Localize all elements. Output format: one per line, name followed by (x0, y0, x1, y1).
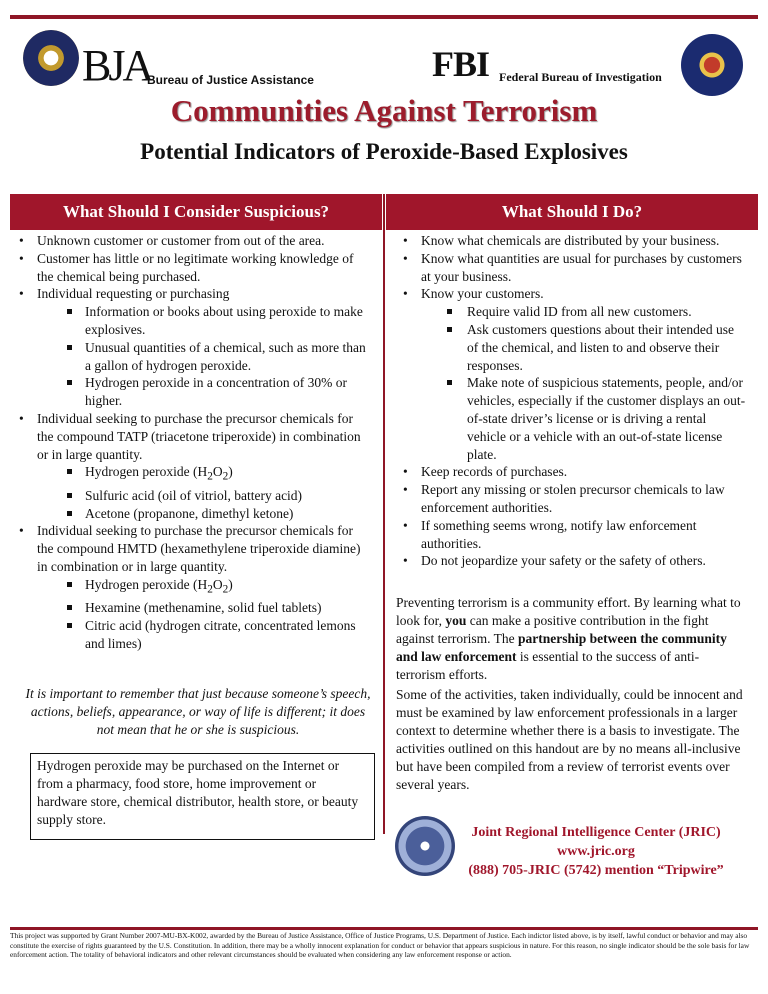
what-to-do-heading: What Should I Do? (386, 194, 758, 230)
paragraph-text: Preventing terrorism is a community effort. By learning what to look for, (396, 595, 741, 628)
list-item: • Unknown customer or customer from out of the area. (12, 232, 370, 250)
sub-item: Information or books about using peroxide to make explosives. (37, 303, 370, 339)
jric-contact (456, 823, 736, 880)
sub-item (37, 463, 370, 486)
list-item (12, 410, 370, 522)
list-item-text: Individual seeking to purchase the precursor chemicals for the compound TATP (triacetone triperoxide) in combination or in large quantity. (37, 410, 361, 462)
list-item: • Customer has little or no legitimate working knowledge of the chemical being purchased. (12, 250, 370, 286)
suspicious-list (12, 232, 370, 653)
suspicious-heading: What Should I Consider Suspicious? (10, 194, 382, 230)
list-item: • Report any missing or stolen precursor chemicals to law enforcement authorities. (396, 481, 746, 517)
purchase-locations-box: Hydrogen peroxide may be purchased on the Internet or from a pharmacy, food store, home improvement or hardware store, chemical distributor, health store, or beauty supply store. (30, 753, 375, 840)
sub-item: Make note of suspicious statements, people, and/or vehicles, especially if the customer displays an out-of-state driver’s license or is driving a rental vehicle or a vehicle with an out-of-state license plate. (421, 374, 746, 463)
sub-item: Unusual quantities of a chemical, such as more than a gallon of hydrogen peroxide. (37, 339, 370, 375)
fbi-logo: FBI (432, 44, 490, 84)
sub-item: Require valid ID from all new customers. (421, 303, 746, 321)
what-to-do-list (396, 232, 746, 570)
sub-item-text: O (212, 576, 223, 592)
top-rule (10, 15, 758, 19)
sub-item: Sulfuric acid (oil of vitriol, battery acid) (37, 487, 370, 505)
paragraph-text: is essential to the success of anti-terrorism efforts. (396, 649, 700, 682)
fbi-seal-icon (681, 34, 743, 96)
activities-paragraph: Some of the activities, taken individually, could be innocent and must be examined by law enforcement professionals in a larger context to determine whether there is a basis to investigate. The activities outlined on this handout are by no means all-inclusive but have been compiled from a review of terrorist events over several years. (396, 687, 743, 792)
community-effort-paragraph (396, 594, 746, 684)
subscript: 2 (207, 471, 213, 484)
sub-item (37, 576, 370, 599)
sub-item: Ask customers questions about their intended use of the chemical, and listen to and observe their responses. (421, 321, 746, 374)
paragraph-text: can make a positive contribution in the fight against terrorism. The (396, 613, 709, 646)
list-item: • Keep records of purchases. (396, 463, 746, 481)
emphasis-text: you (445, 613, 467, 628)
column-divider (383, 194, 385, 834)
list-item-text: Individual seeking to purchase the precursor chemicals for the compound HMTD (hexamethylene triperoxide diamine) in combination or in large quantity. (37, 523, 361, 575)
list-item (12, 522, 370, 652)
sub-item: Hydrogen peroxide in a concentration of 30% or higher. (37, 374, 370, 410)
list-item (12, 285, 370, 410)
bja-seal-icon (23, 30, 79, 86)
list-item-text: Individual requesting or purchasing (37, 286, 230, 302)
sub-item-text: Hydrogen peroxide (H (85, 576, 208, 592)
jric-phone: (888) 705-JRIC (5742) mention “Tripwire” (468, 863, 724, 878)
page-subtitle: Potential Indicators of Peroxide-Based Explosives (140, 139, 628, 164)
emphasis-text: partnership between the community and law enforcement (396, 631, 727, 664)
list-item: • Know what quantities are usual for purchases by customers at your business. (396, 250, 746, 286)
bja-logo: BJA (82, 41, 152, 90)
jric-seal-icon (395, 816, 455, 876)
footer-disclaimer: This project was supported by Grant Number 2007-MU-BX-K002, awarded by the Bureau of Justice Assistance, Office of Justice Programs, U.S. Department of Justice. Each indictor listed above, is by itself, lawful conduct or behavior and may also constitute the exercise of rights guaranteed by the U.S. Constitution. In addition, there may be a wholly innocent explanation for conduct or behavior that appears suspicious in nature. For this reason, no single indicator should be the sole basis for law enforcement action. The totality of behavioral indicators and other relevant circumstances should be evaluated when considering any law enforcement response or action. (10, 931, 750, 959)
list-item: • Know what chemicals are distributed by your business. (396, 232, 746, 250)
page-title: Communities Against Terrorism (170, 93, 598, 128)
sub-item-text: ) (228, 464, 233, 480)
sub-item: Acetone (propanone, dimethyl ketone) (37, 505, 370, 523)
list-item-text: Know your customers. (421, 286, 544, 302)
jric-name: Joint Regional Intelligence Center (JRIC) (471, 825, 721, 840)
sub-item-text: ) (228, 576, 233, 592)
sub-item: Citric acid (hydrogen citrate, concentrated lemons and limes) (37, 617, 370, 653)
subscript: 2 (207, 583, 213, 596)
italic-note: It is important to remember that just because someone’s speech, actions, beliefs, appearance, or way of life is different; it does not mean that he or she is suspicious. (25, 686, 371, 737)
subscript: 2 (222, 471, 229, 484)
bja-name: Bureau of Justice Assistance (147, 73, 314, 87)
sub-item-text: O (212, 464, 223, 480)
list-item (396, 285, 746, 463)
list-item: • If something seems wrong, notify law enforcement authorities. (396, 517, 746, 553)
list-item: • Do not jeopardize your safety or the safety of others. (396, 552, 746, 570)
jric-url[interactable]: www.jric.org (557, 844, 635, 859)
sub-item-text: Hydrogen peroxide (H (85, 464, 208, 480)
subscript: 2 (222, 583, 229, 596)
bottom-rule (10, 927, 758, 930)
sub-item: Hexamine (methenamine, solid fuel tablets) (37, 599, 370, 617)
fbi-name: Federal Bureau of Investigation (499, 70, 662, 84)
